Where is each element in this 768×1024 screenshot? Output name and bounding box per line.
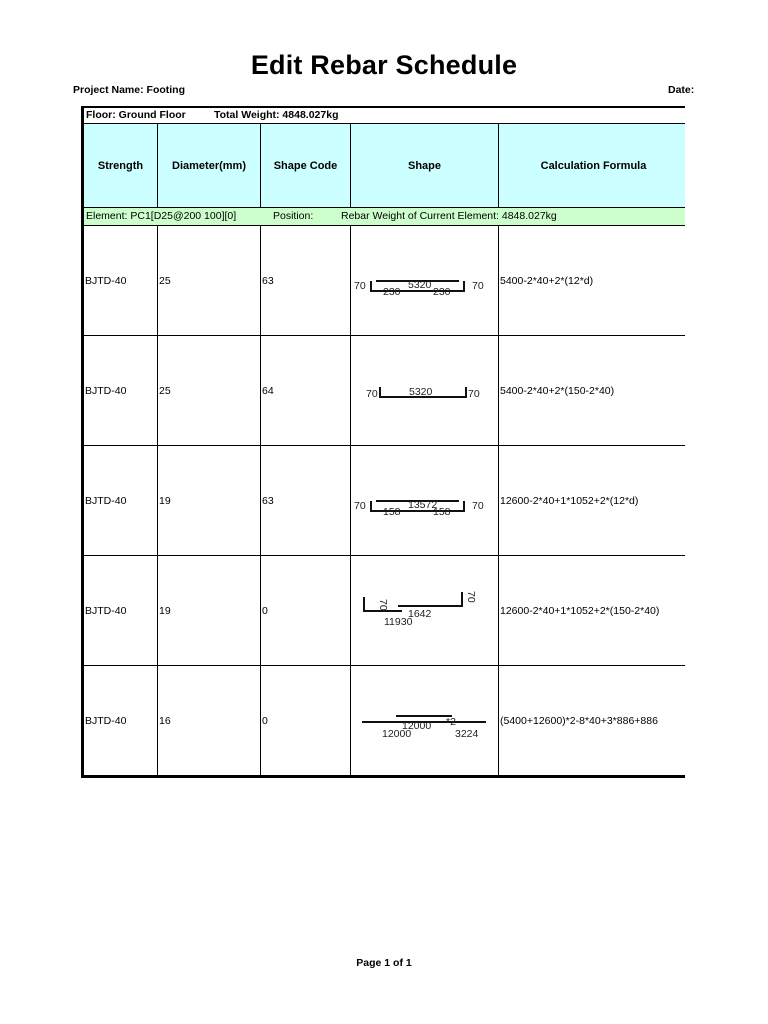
cell-shape <box>351 226 499 335</box>
dimension-label: 12000 <box>401 719 431 732</box>
header-strength: Strength <box>84 124 158 207</box>
dimension-label: 13572 <box>407 498 437 511</box>
floor-info-bar <box>84 108 685 124</box>
cell-shape <box>351 336 499 445</box>
position-label: Position: <box>273 210 314 222</box>
cell-diameter: 25 <box>158 336 261 445</box>
cell-shape <box>351 446 499 555</box>
cell-formula: 12600-2*40+1*1052+2*(12*d) <box>500 494 639 507</box>
cell-shape-code: 64 <box>261 336 351 445</box>
dimension-label: 70 <box>353 499 366 512</box>
cell-diameter: 25 <box>158 226 261 335</box>
table-row[interactable] <box>84 226 685 336</box>
cell-diameter: 19 <box>158 556 261 665</box>
header-formula: Calculation Formula <box>540 159 647 172</box>
shape-group <box>354 279 484 298</box>
dimension-label: 158 <box>382 505 401 518</box>
table-row[interactable] <box>84 336 685 446</box>
dimension-label: 12000 <box>381 727 411 740</box>
dimension-label: 70 <box>353 279 366 292</box>
dimension-label: 70 <box>467 387 480 400</box>
element-label: Element: PC1[D25@200 100][0] <box>86 210 237 222</box>
rebar-shape-diagram <box>352 447 498 555</box>
cell-shape <box>351 666 499 775</box>
shape-group <box>354 499 484 518</box>
cell-strength: BJTD-40 <box>84 226 158 335</box>
cell-strength: BJTD-40 <box>84 556 158 665</box>
table-row[interactable] <box>84 666 685 776</box>
rebar-right-bar <box>398 592 462 606</box>
dimension-label: 70 <box>365 387 378 400</box>
dimension-label: 70 <box>471 499 484 512</box>
table-header <box>84 124 685 208</box>
project-name: Project Name: Footing <box>73 84 186 96</box>
element-weight: Rebar Weight of Current Element: 4848.027kg <box>341 210 557 222</box>
total-weight: Total Weight: 4848.027kg <box>214 109 339 121</box>
cell-strength: BJTD-40 <box>84 336 158 445</box>
header-shape: Shape <box>351 124 499 207</box>
date-label: Date: <box>668 84 695 96</box>
shape-group <box>364 591 477 628</box>
floor-label: Floor: Ground Floor <box>86 109 186 121</box>
dimension-label: *2 <box>445 715 456 728</box>
cell-formula: 5400-2*40+2*(150-2*40) <box>500 384 615 397</box>
shape-group <box>366 386 480 400</box>
shape-group <box>362 716 486 740</box>
table-row[interactable] <box>84 446 685 556</box>
dimension-label: 5320 <box>408 385 432 398</box>
cell-strength: BJTD-40 <box>84 666 158 775</box>
page-footer: Page 1 of 1 <box>356 957 412 969</box>
header-shape-code: Shape Code <box>261 124 351 207</box>
rebar-shape-diagram <box>352 667 498 775</box>
dimension-label: 230 <box>432 285 451 298</box>
dimension-label: 1642 <box>407 607 431 620</box>
dimension-label: 230 <box>382 285 401 298</box>
dimension-label: 5320 <box>407 278 431 291</box>
cell-shape-code: 0 <box>261 666 351 775</box>
dimension-label: 158 <box>432 505 451 518</box>
page-title: Edit Rebar Schedule <box>250 50 518 80</box>
table-row[interactable] <box>84 556 685 666</box>
cell-shape-code: 63 <box>261 226 351 335</box>
element-info-bar <box>84 208 685 226</box>
rebar-shape-diagram <box>352 557 498 665</box>
rebar-shape-diagram <box>352 227 498 335</box>
cell-shape-code: 0 <box>261 556 351 665</box>
cell-formula: 5400-2*40+2*(12*d) <box>500 274 594 287</box>
dimension-label: 3224 <box>454 727 478 740</box>
rebar-schedule-table <box>81 106 685 778</box>
cell-shape-code: 63 <box>261 446 351 555</box>
cell-diameter: 16 <box>158 666 261 775</box>
cell-strength: BJTD-40 <box>84 446 158 555</box>
header-diameter: Diameter(mm) <box>158 124 261 207</box>
cell-formula: (5400+12600)*2-8*40+3*886+886 <box>500 714 658 727</box>
cell-formula: 12600-2*40+1*1052+2*(150-2*40) <box>500 604 660 617</box>
dimension-label: 11930 <box>383 615 412 628</box>
dimension-label: 70 <box>464 590 477 603</box>
cell-diameter: 19 <box>158 446 261 555</box>
dimension-label: 70 <box>376 598 389 611</box>
rebar-shape-diagram <box>352 337 498 445</box>
cell-shape <box>351 556 499 665</box>
dimension-label: 70 <box>471 279 484 292</box>
